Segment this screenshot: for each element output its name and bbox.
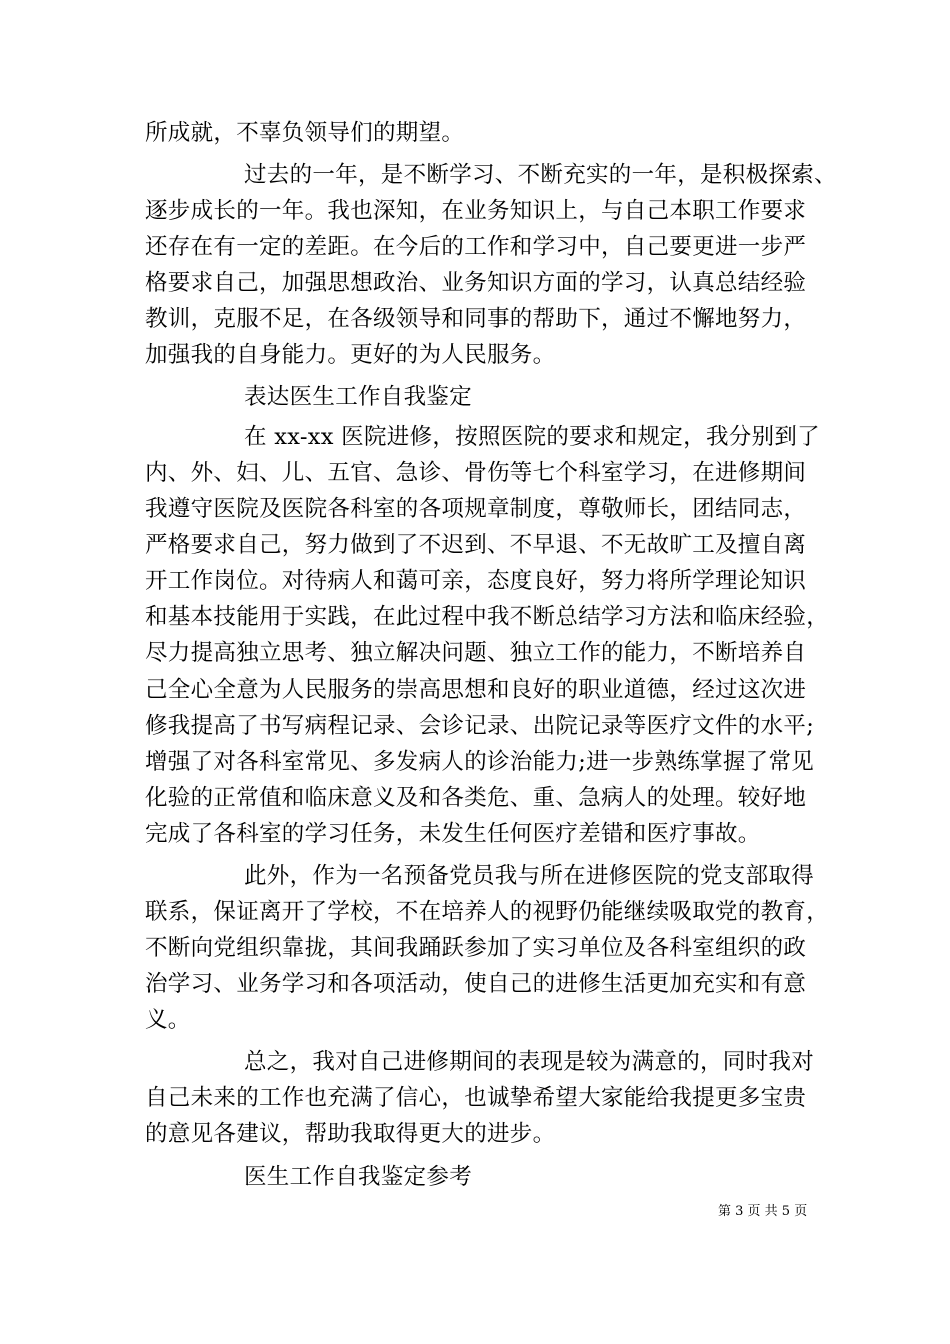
text-line: 此外，作为一名预备党员我与所在进修医院的党支部取得 bbox=[244, 863, 815, 889]
text-line: 己全心全意为人民服务的崇高思想和良好的职业道德，经过这次进 bbox=[145, 677, 807, 703]
text-line: 联系，保证离开了学校，不在培养人的视野仍能继续吸取党的教育， bbox=[145, 899, 830, 925]
text-line: 在 xx-xx 医院进修，按照医院的要求和规定，我分别到了 bbox=[244, 424, 820, 450]
text-line: 义。 bbox=[145, 1007, 191, 1033]
text-line: 化验的正常值和临床意义及和各类危、重、急病人的处理。较好地 bbox=[145, 785, 807, 811]
text-line: 格要求自己，加强思想政治、业务知识方面的学习，认真总结经验 bbox=[145, 270, 807, 296]
text-line: 尽力提高独立思考、独立解决问题、独立工作的能力，不断培养自 bbox=[145, 640, 807, 666]
text-line: 和基本技能用于实践，在此过程中我不断总结学习方法和临床经验， bbox=[145, 604, 830, 630]
text-line: 增强了对各科室常见、多发病人的诊治能力;进一步熟练掌握了常见 bbox=[145, 749, 815, 775]
text-line: 自己未来的工作也充满了信心，也诚挚希望大家能给我提更多宝贵 bbox=[145, 1085, 807, 1111]
text-line: 不断向党组织靠拢，其间我踊跃参加了实习单位及各科室组织的政 bbox=[145, 935, 807, 961]
page-number: 第 3 页 共 5 页 bbox=[718, 1204, 808, 1219]
section-heading: 表达医生工作自我鉴定 bbox=[244, 384, 473, 410]
text-line: 逐步成长的一年。我也深知，在业务知识上，与自己本职工作要求 bbox=[145, 198, 807, 224]
text-line: 过去的一年，是不断学习、不断充实的一年，是积极探索、 bbox=[244, 162, 837, 188]
text-line: 严格要求自己，努力做到了不迟到、不早退、不无故旷工及擅自离 bbox=[145, 532, 807, 558]
text-line: 总之，我对自己进修期间的表现是较为满意的，同时我对 bbox=[244, 1049, 815, 1075]
text-line: 修我提高了书写病程记录、会诊记录、出院记录等医疗文件的水平; bbox=[145, 713, 815, 739]
text-line: 加强我的自身能力。更好的为人民服务。 bbox=[145, 342, 556, 368]
section-heading: 医生工作自我鉴定参考 bbox=[244, 1164, 473, 1190]
text-line: 教训，克服不足，在各级领导和同事的帮助下，通过不懈地努力， bbox=[145, 306, 807, 332]
text-line: 的意见各建议，帮助我取得更大的进步。 bbox=[145, 1121, 556, 1147]
text-line: 开工作岗位。对待病人和蔼可亲，态度良好，努力将所学理论知识 bbox=[145, 568, 807, 594]
text-line: 所成就，不辜负领导们的期望。 bbox=[145, 120, 465, 146]
text-line: 我遵守医院及医院各科室的各项规章制度，尊敬师长，团结同志， bbox=[145, 496, 807, 522]
text-line: 内、外、妇、儿、五官、急诊、骨伤等七个科室学习，在进修期间 bbox=[145, 460, 807, 486]
text-line: 完成了各科室的学习任务，未发生任何医疗差错和医疗事故。 bbox=[145, 821, 761, 847]
text-line: 治学习、业务学习和各项活动，使自己的进修生活更加充实和有意 bbox=[145, 971, 807, 997]
text-line: 还存在有一定的差距。在今后的工作和学习中，自己要更进一步严 bbox=[145, 234, 807, 260]
